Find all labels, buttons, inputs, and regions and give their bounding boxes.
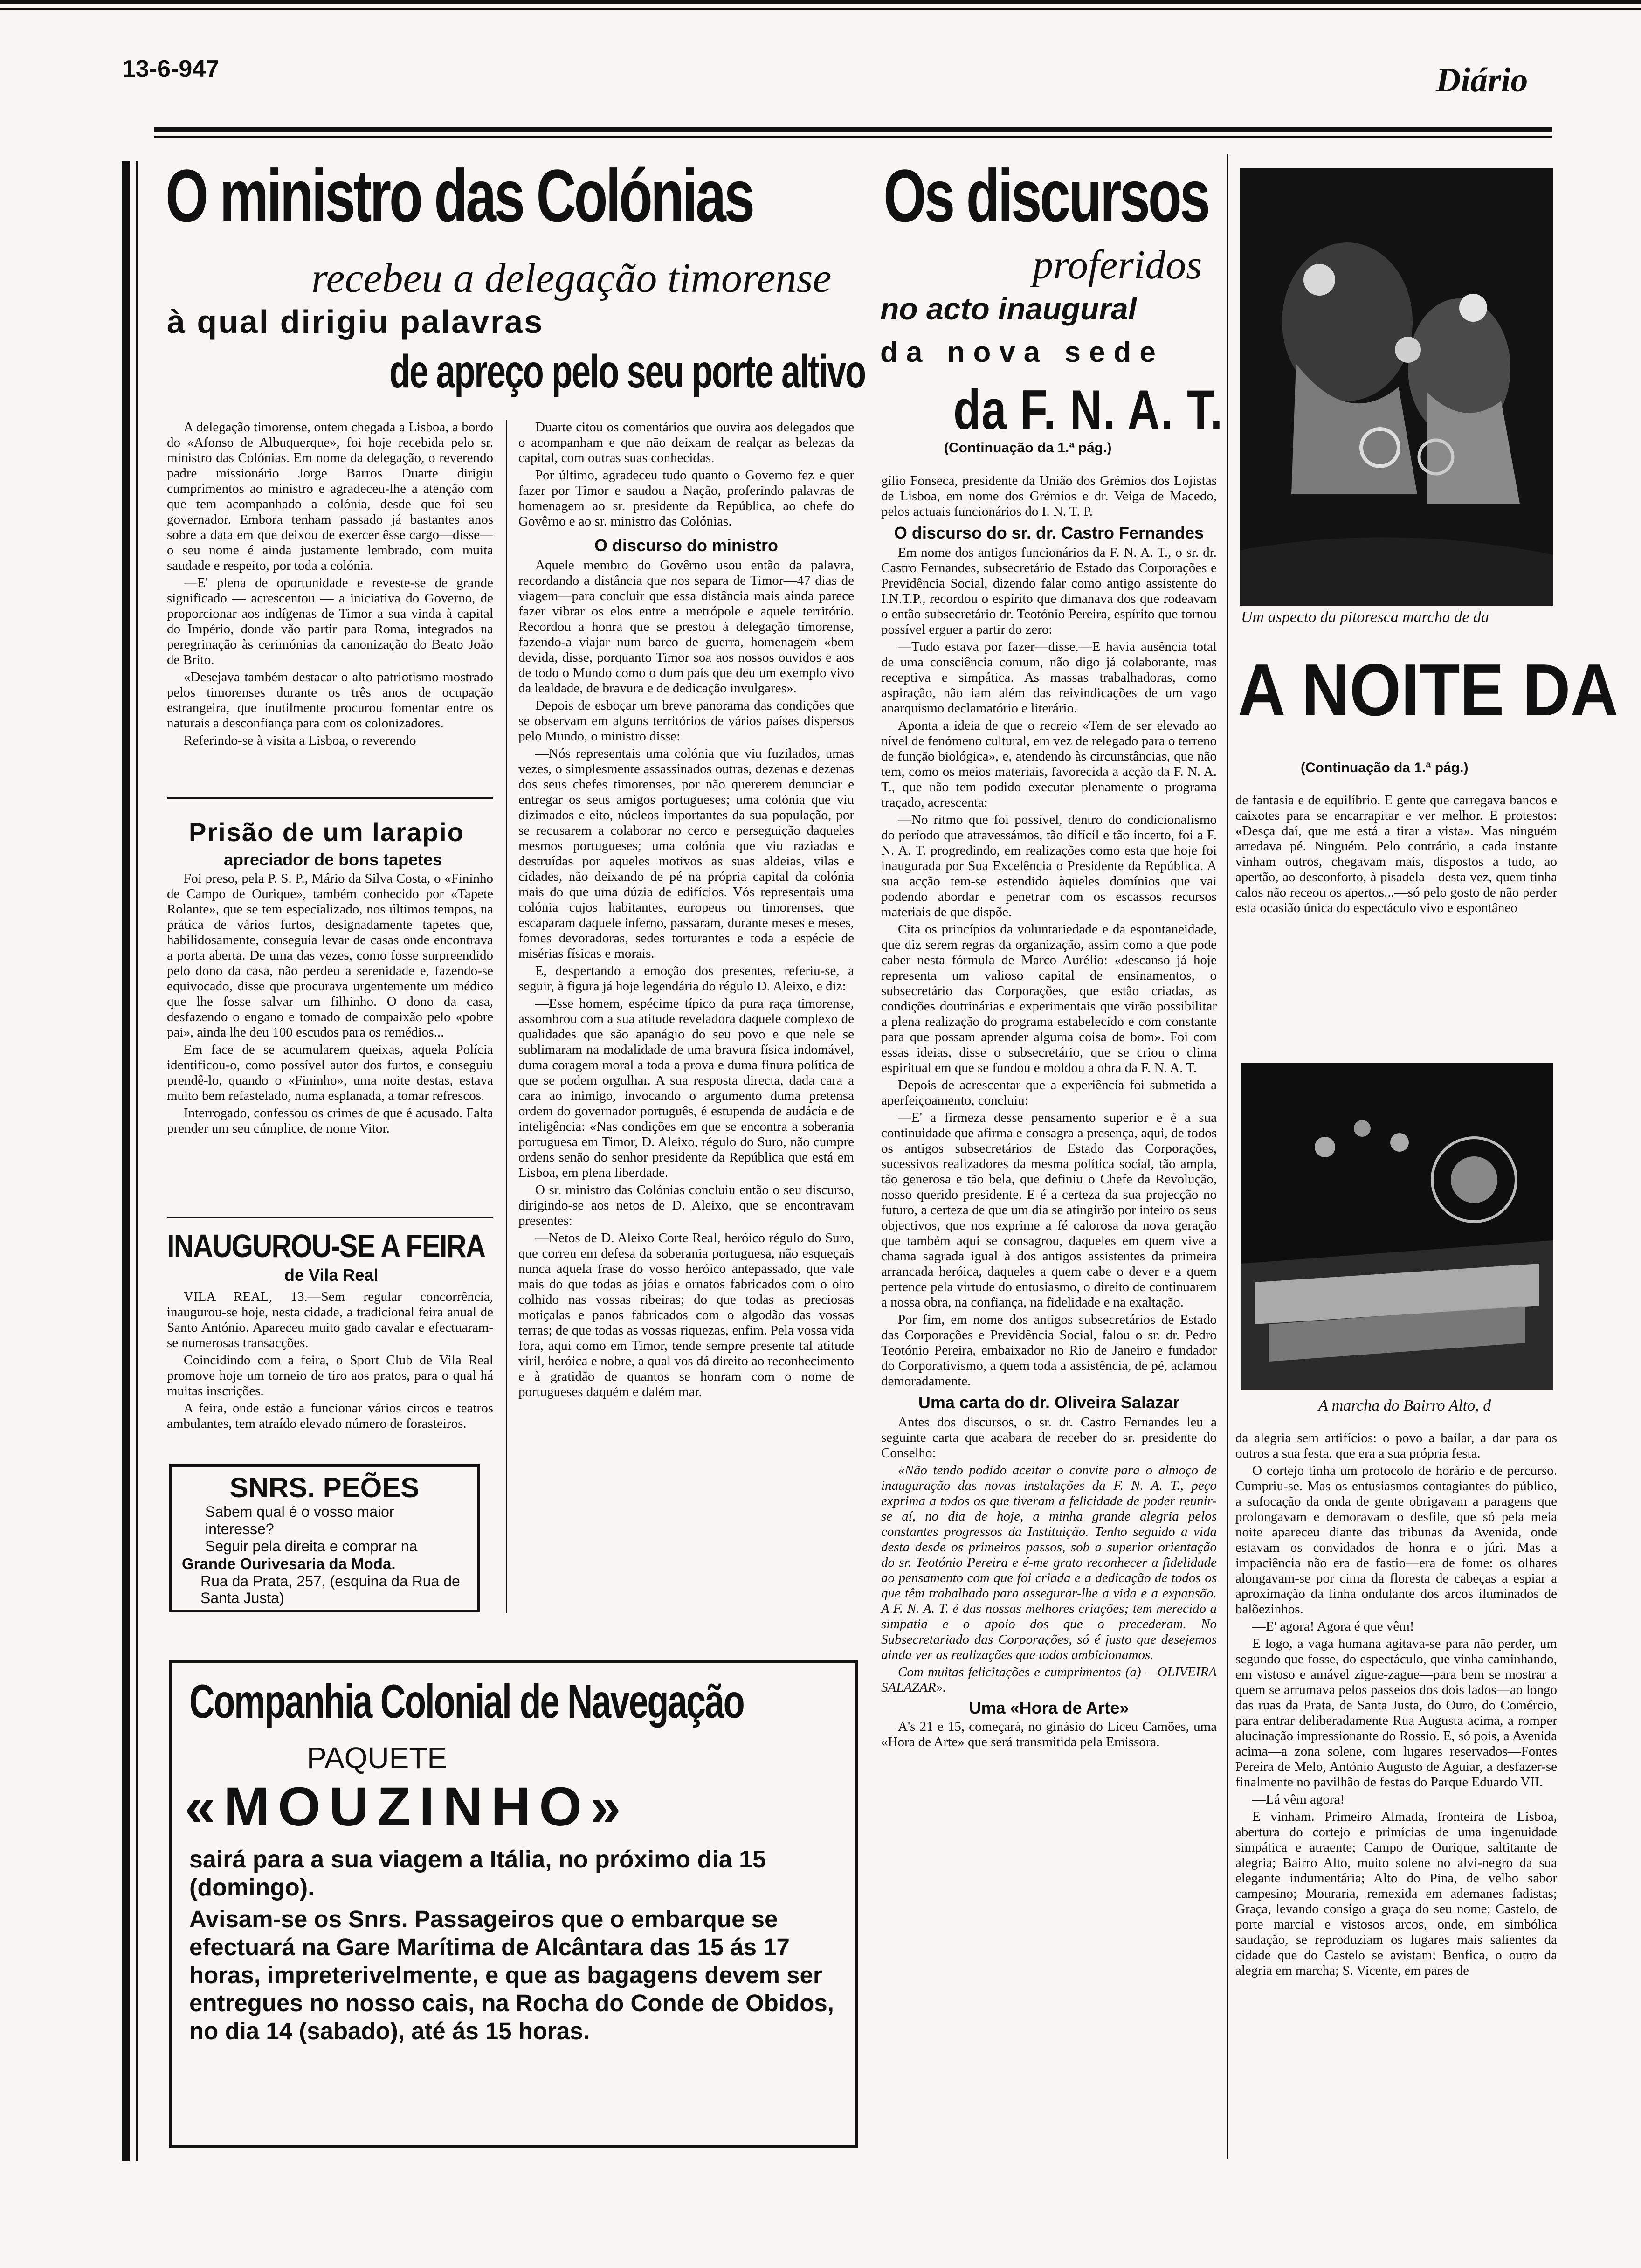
article2-headline: Prisão de um larapio: [189, 817, 464, 847]
article5-body2: [1235, 1431, 1557, 1980]
paragraph: A's 21 e 15, começará, no ginásio do Liceu Camões, uma «Hora de Arte» que será transmitida pela Emissora.: [881, 1719, 1217, 1749]
column-divider: [1227, 154, 1228, 2159]
article2-body: [167, 871, 493, 1138]
ad-navegacao: [169, 1660, 858, 2148]
ad-peoes-shop: Grande Ourivesaria da Moda.: [182, 1555, 396, 1572]
ad-peoes: [169, 1464, 480, 1612]
paragraph: Depois de esboçar um breve panorama das condições que se observam em alguns territórios de vários países dispersos pelo Mundo, o ministro disse:: [518, 698, 854, 744]
article5-continuation: (Continuação da 1.ª pág.): [1301, 760, 1469, 775]
paragraph: —No ritmo que foi possível, dentro do condicionalismo do período que atravessámos, tão difícil e tão incerto, foi a F. N. A. T. progredindo, em realizações como esta que hoje foi inaugurada por Sua Excelência o Presidente da República. A sua acção tem-se estendido àqueles domínios que vai podendo abordar e penetrar com os escassos recursos materiais de que dispõe.: [881, 812, 1217, 920]
paragraph: O cortejo tinha um protocolo de horário e de percurso. Cumpriu-se. Mas os entusiasmos contagiantes do público, a sufocação da onda de gente obrigavam a paragens que prolongavam e demoravam o desfile, que só pela meia noite apareceu diante das tribunas da Avenida, onde estavam os convidados de honra e o júri. Mas a impaciência não era de fastio—era de fome: os olhares alongavam-se por cima da floresta de cabeças a espiar a aproximação da linha ondulante dos arcos iluminados de balõezinhos.: [1235, 1463, 1557, 1617]
paragraph: Depois de acrescentar que a experiência foi submetida a aperfeiçoamento, concluiu:: [881, 1078, 1217, 1108]
article4-column: [881, 473, 1217, 1752]
paragraph: VILA REAL, 13.—Sem regular concorrência, inaugurou-se hoje, nesta cidade, a tradicional feira anual de Santo António. Apareceu muito gado cavalar e efectuaram-se numerosas transacções.: [167, 1289, 493, 1350]
column-divider: [506, 420, 507, 1613]
top-border: [0, 0, 1641, 4]
paragraph: —Tudo estava por fazer—disse.—E havia ausência total de uma consciência comum, não digo já colaborante, mas receptiva e simpática. As massas trabalhadoras, como aspiração, não iam além das reivindicações de um vago anarquismo declamatório e literário.: [881, 639, 1217, 716]
article1-deck2: à qual dirigiu palavras: [167, 304, 544, 340]
top-border-thin: [0, 8, 1641, 10]
paragraph: gílio Fonseca, presidente da União dos Grémios dos Lojistas de Lisboa, em nome dos Grémios e dr. Veiga de Macedo, pelos actuais funcionários do I. N. T. P.: [881, 473, 1217, 519]
paragraph: —E' a firmeza desse pensamento superior e é a sua continuidade que afirma e consagra a presença, aqui, de todos os antigos subsecretários de Estado das Corporações, sucessivos realizadores da mesma política social, tão ampla, tão generosa e tão bela, que definiu o Chefe da Revolução, nosso querido presidente. E é a certeza da sua projecção no futuro, a certeza de que um dia se atingirão por inteiro os seus objectivos, que nos exprime a fé calorosa da nova geração que também aqui se consagrou, daqueles em quem vive a chama sagrada igual à dos antigos assistentes da primeira arrancada heróica, daqueles a quem cabe o dever e a quem pertence pela virtude do entusiasmo, o direito de continuarem a nossa obra, na confiança, na fidelidade e na exaltação.: [881, 1110, 1217, 1310]
paragraph: Coincidindo com a feira, o Sport Club de Vila Real promove hoje um torneio de tiro aos pratos, para o qual há muitas inscrições.: [167, 1353, 493, 1398]
paragraph: O sr. ministro das Colónias concluiu então o seu discurso, dirigindo-se aos netos de D. Aleixo, que se encontravam presentes:: [518, 1182, 854, 1228]
photo-bairro-alto: [1241, 1063, 1553, 1390]
paragraph: —E' agora! Agora é que vêm!: [1252, 1619, 1414, 1634]
ad-navegacao-line2: Avisam-se os Snrs. Passageiros que o embarque se efectuará na Gare Marítima de Alcântara das 15 ás 17 horas, impreterivelmente, e que as bagagens devem ser entregues no nosso cais, na Rocha do Conde de Obidos, no dia 14 (sabado), até ás 15 horas.: [189, 1906, 834, 2044]
left-margin-rule: [122, 161, 130, 2161]
section-rule: [167, 797, 493, 799]
paragraph: —Lá vêm agora!: [1252, 1792, 1345, 1807]
photo-bairro-alto-image: [1241, 1063, 1553, 1390]
article4-deck2: no acto inaugural: [880, 291, 1137, 326]
masthead-rule-thin: [154, 136, 1552, 138]
article1-column1: [167, 420, 493, 750]
article4-deck4: da F. N. A. T.: [953, 379, 1223, 441]
paragraph: —Esse homem, espécime típico da pura raça timorense, assombrou com a sua atitude reveladora daquele complexo de qualidades que são apanágio do seu povo e que nele se sublimaram na modalidade de uma bravura física indomável, duma coragem moral a toda a prova e duma finura política de que se podem orgulhar. A sua resposta directa, dada cara a cara ao inimigo, invocando o argumento duma pretensa ordem do governador português, é estupenda de audácia e de inteligência: «Nas condições em que se encontra a soberania portuguesa em Timor, D. Aleixo, régulo do Suro, não cumpre ordens senão do senhor presidente da República que está em Lisboa, em plena liberdade.: [518, 996, 854, 1180]
article5-headline: A NOITE DA: [1238, 649, 1619, 731]
article5-body1: [1235, 793, 1557, 918]
paragraph: Interrogado, confessou os crimes de que é acusado. Falta prender um seu cúmplice, de nome Vitor.: [167, 1106, 493, 1136]
paragraph: Em nome dos antigos funcionários da F. N. A. T., o sr. dr. Castro Fernandes, subsecretário de Estado das Corporações e Previdência Social, dizendo falar como antigo assistente do I.N.T.P., recordou o espírito que dimanava dos que rodeavam o então subsecretário dr. Teotónio Pereira, espírito que tornou possível erguer a partir do zero:: [881, 545, 1217, 637]
paragraph: «Desejava também destacar o alto patriotismo mostrado pelos timorenses durante os três anos de ocupação estrangeira, que inutilmente procurou fomentar entre os naturais a desconfiança para com os colonizadores.: [167, 670, 493, 731]
paragraph: Foi preso, pela P. S. P., Mário da Silva Costa, o «Fininho de Campo de Ourique», também conhecido por «Tapete Rolante», que se tem especializado, nos últimos tempos, na prática de vários furtos, designadamente tapetes que, habilidosamente, conseguia levar de casas onde encontrava a porta aberta. De uma das vezes, como fosse surpreendido pelo dono da casa, não perdeu a serenidade e, fazendo-se equivocado, disse que procurava urgentemente um médico que lhe fosse salvar um filhinho. O dono da casa, desfazendo o engano e tomado de compaixão pelo «pobre pai», ainda lhe deu 100 escudos para os remédios...: [167, 871, 493, 1040]
paragraph: —Nós representais uma colónia que viu fuzilados, umas vezes, o simplesmente assassinados outras, dezenas e dezenas dos seus chefes timorenses, por não quererem denunciar e entregar os seus amigos portugueses; uma colónia que viu dizimados e eito, núcleos importantes da sua população, por se recusarem a colaborar no cerco e perseguição daqueles mesmos portugueses; uma colónia que viu raziadas e destruídas por aqueles motivos as suas aldeias, vilas e cidades, não deixando de pé na própria capital da colónia mais do que uma dúzia de edifícios. Vós representais uma colónia cujos habitantes, europeus ou timorenses, que escaparam daquele inferno, passaram, durante meses e meses, fomes devoradoras, sedes torturantes e toda a espécie de misérias físicas e morais.: [518, 746, 854, 961]
ad-peoes-address: Rua da Prata, 257, (esquina da Rua de Santa Justa): [200, 1573, 460, 1606]
article4-subhead1: O discurso do sr. dr. Castro Fernandes: [894, 523, 1204, 542]
article1-deck3: de apreço pelo seu porte altivo: [389, 346, 865, 398]
paragraph: E, despertando a emoção dos presentes, referiu-se, a seguir, à figura já hoje legendária do régulo D. Aleixo, e diz:: [518, 963, 854, 994]
paragraph: Aponta a ideia de que o recreio «Tem de ser elevado ao nível de fenómeno cultural, em vez de relegado para o terreno de função biológica», e, atendendo às circunstâncias, que não tem, como os meios materiais, favorecida a acção da F. N. A. T., que não tem podido executar plenamente o programa traçado, acrescenta:: [881, 718, 1217, 810]
ad-navegacao-company: Companhia Colonial de Navegação: [189, 1675, 744, 1728]
paragraph: Com muitas felicitações e cumprimentos (a) —OLIVEIRA SALAZAR».: [881, 1665, 1217, 1695]
paragraph: A delegação timorense, ontem chegada a Lisboa, a bordo do «Afonso de Albuquerque», foi hoje recebida pelo sr. ministro das Colónias. Em nome da delegação, o reverendo padre missionário Jorge Barros Duarte dirigiu cumprimentos ao ministro e agradeceu-lhe a atenção com que tem acompanhado a colónia, desde que foi seu governador. Embora tenham passado já bastantes anos sobre a data em que deixou de exercer êsse cargo—disse—o seu nome é ainda justamente lembrado, com muita saudade e respeito, por toda a colónia.: [167, 420, 493, 573]
paragraph: Cita os princípios da voluntariedade e da espontaneidade, que diz serem regras da organização, assim como a que pode caber nesta fórmula de Marco Aurélio: «descanso já hoje representa um valioso capital de ensinamentos, o subsecretário das Corporações, que estão criadas, as condições doutrinárias e experimentais que virão possibilitar a plena realização do programa estabelecido e com constante para que possam aprender alguma coisa de bom». Foi com essas ideias, disse o subsecretário, que se criou o clima espiritual em que se fundou e moldou a obra da F. N. A. T.: [881, 922, 1217, 1075]
paragraph: Antes dos discursos, o sr. dr. Castro Fernandes leu a seguinte carta que acabara de receber do sr. presidente do Conselho:: [881, 1415, 1217, 1460]
paragraph: Por fim, em nome dos antigos subsecretários de Estado das Corporações e Previdência Social, falou o sr. dr. Pedro Teotónio Pereira, embaixador no Rio de Janeiro e fundador do Corporativismo, a quem toda a assistência, de pé, aclamou demoradamente.: [881, 1312, 1217, 1389]
article4-subhead2: Uma carta do dr. Oliveira Salazar: [918, 1393, 1180, 1412]
paragraph: A feira, onde estão a funcionar vários circos e teatros ambulantes, tem atraído elevado número de forasteiros.: [167, 1401, 493, 1431]
paragraph: Por último, agradeceu tudo quanto o Governo fez e quer fazer por Timor e saudou a Nação, proferindo palavras de homenagem ao sr. presidente da República, ao chefe do Govêrno e ao sr. ministro das Colónias.: [518, 468, 854, 529]
caption-marcha: Um aspecto da pitoresca marcha de da: [1241, 608, 1489, 626]
article1-column2: [518, 420, 854, 1402]
paragraph: Referindo-se à visita a Lisboa, o reverendo: [184, 733, 416, 748]
paragraph: da alegria sem artifícios: o povo a bailar, a dar para os outros a sua festa, que era a sua própria festa.: [1235, 1431, 1557, 1461]
article1-headline: O ministro das Colónias: [165, 154, 753, 237]
ad-navegacao-line1: sairá para a sua viagem a Itália, no próximo dia 15 (domingo).: [189, 1846, 766, 1901]
ad-peoes-line2: Seguir pela direita e comprar na: [205, 1538, 418, 1555]
article4-deck1: proferidos: [1033, 242, 1202, 288]
article1-subhead: O discurso do ministro: [594, 536, 779, 555]
paragraph: E logo, a vaga humana agitava-se para não perder, um segundo que fosse, do espectáculo, que vinha caminhando, em vistoso e amável zigue-zague—para bem se mostrar a quem se arrumava pelos passeios dos dois lados—ao longo das ruas da Prata, de Santa Justa, do Ouro, do Comércio, para entrar deliberadamente Rua Augusta acima, a romper alucinação impressionante do Rossio. E, só pois, a Avenida acima—a zona solene, com lugares reservados—Fontes Pereira de Melo, António Augusto de Aguiar, a desfazer-se finalmente no pavilhão de festas do Parque Eduardo VII.: [1235, 1636, 1557, 1790]
paragraph: —Netos de D. Aleixo Corte Real, heróico régulo do Suro, que correu em defesa da soberania portuguesa, não esqueçais nunca aquela frase do vosso heróico antepassado, que vale mais do que todas as jóias e ornatos fabricados com o oiro colhido nas vossas ribeiras; do que todas as preciosas motiçalas e panos fabricados com o algodão das vossas terras; de que todas as vossas riquezas, enfim. Pela vossa vida fora, aqui como em Timor, tende sempre presente tal atitude viril, heróica e nobre, a qual vos dá direito ao reconhecimento e à gratidão de quantos se honram com o nome de portugueses daquém e dalém mar.: [518, 1231, 854, 1399]
article4-continuation: (Continuação da 1.ª pág.): [944, 440, 1112, 456]
article3-subtitle: de Vila Real: [284, 1265, 379, 1285]
paragraph: —E' plena de oportunidade e reveste-se de grande significado — acrescentou — a iniciativa do Governo, de proporcionar aos indígenas de Timor a sua vinda à capital do Império, donde vão partir para Roma, integrados na peregrinação às cerimónias da canonização do Beato João de Brito.: [167, 575, 493, 667]
paragraph: E vinham. Primeiro Almada, fronteira de Lisboa, abertura do cortejo e primícias de uma ingenuidade simpática e atraente; Campo de Ourique, saltitante de alegria; Bairro Alto, muito solene no alvi-negro da sua elegante indumentária; Alto do Pina, de velho sabor campesino; Mouraria, remexida em ademanes fadistas; Graça, levando consigo a graça do seu nome; Castelo, de porte marcial e vistosos arcos, onde, em simbólica saudação, se reproduziam os lugares mais salientes da cidade que do Castelo se avistam; Benfica, o outro da alegria em marcha; S. Vicente, em pares de: [1235, 1809, 1557, 1978]
left-margin-rule-thin: [136, 161, 138, 2161]
paragraph: Aquele membro do Govêrno usou então da palavra, recordando a distância que nos separa de Timor—47 dias de viagem—para concluir que essa distância mais ainda parece fazer vibrar os elos entre a metrópole e aquele território. Recordou a honra que se prestou à delegação timorense, fazendo-a viajar num barco de guerra, homenagem «bem devida, disse, porquanto Timor soa aos nossos ouvidos e aos de todo o Mundo como o dum país que deu um exemplo vivo da lealdade, de bravura e de dedicação invulgares».: [518, 558, 854, 696]
paragraph: de fantasia e de equilíbrio. E gente que carregava bancos e caixotes para se encarrapitar e ver melhor. E protestos: «Desça daí, que me está a tirar a vista». Mas ninguém arredava pé. Ninguém. Pelo contrário, a cada instante vinham outros, chegavam mais, dispostos a tudo, ao apertão, ao desconforto, à pisadela—desta vez, quem tinha calos não receou os apertos...—só pelo gosto de não perder esta ocasião única do espectáculo vivo e espontâneo: [1235, 793, 1557, 915]
article3-headline: INAUGUROU-SE A FEIRA: [167, 1228, 485, 1264]
masthead-paper: Diário: [1436, 61, 1528, 99]
article4-deck3: da nova sede: [880, 336, 1164, 368]
photo-marcha: [1240, 168, 1553, 606]
article4-subhead3: Uma «Hora de Arte»: [969, 1698, 1129, 1717]
ad-peoes-line1: Sabem qual é o vosso maior interesse?: [205, 1503, 394, 1537]
article2-subtitle: apreciador de bons tapetes: [224, 850, 442, 869]
masthead-rule: [154, 127, 1552, 132]
paragraph: Duarte citou os comentários que ouvira aos delegados que o acompanham e que não deixam de realçar as belezas da capital, com outras suas conhecidas.: [518, 420, 854, 465]
masthead-date: 13-6-947: [122, 55, 220, 83]
ad-navegacao-label: PAQUETE: [307, 1741, 448, 1775]
article1-deck1: recebeu a delegação timorense: [311, 255, 832, 301]
ad-navegacao-ship: «MOUZINHO»: [185, 1776, 629, 1838]
paragraph: Em face de se acumularem queixas, aquela Polícia identificou-o, como possível autor dos furtos, e conseguiu prendê-lo, quando o «Fininho», uma noite destas, estava muito bem refastelado, numa esplanada, a tomar refrescos.: [167, 1042, 493, 1103]
article4-headline: Os discursos: [883, 154, 1208, 237]
caption-bairro-alto: A marcha do Bairro Alto, d: [1318, 1397, 1491, 1414]
ad-peoes-title: SNRS. PEÕES: [229, 1472, 420, 1503]
article3-body: [167, 1289, 493, 1433]
photo-marcha-image: [1240, 168, 1553, 606]
paragraph: «Não tendo podido aceitar o convite para o almoço de inauguração das novas instalações da F. N. A. T., peço exprima a todos os que tiveram a felicidade de poder reunir-se aí, no dia de hoje, a minha grande alegria pelos constantes progressos da Instituição. Tenho seguido a vida desta desde os primeiros passos, sob a superior orientação do sr. Teotónio Pereira e é-me grato reconhecer a fidelidade ao pensamento com que foi criada e a dedicação de todos os que têm trabalhado para assegurar-lhe a vida e a expansão. A F. N. A. T. é das nossas melhores criações; tem merecido a simpatia e o apoio dos que o precederam. No Subsecretariado das Corporações, só é justo que desejemos ainda ver as realizações que todos ambicionamos.: [881, 1463, 1217, 1662]
section-rule: [167, 1217, 493, 1218]
